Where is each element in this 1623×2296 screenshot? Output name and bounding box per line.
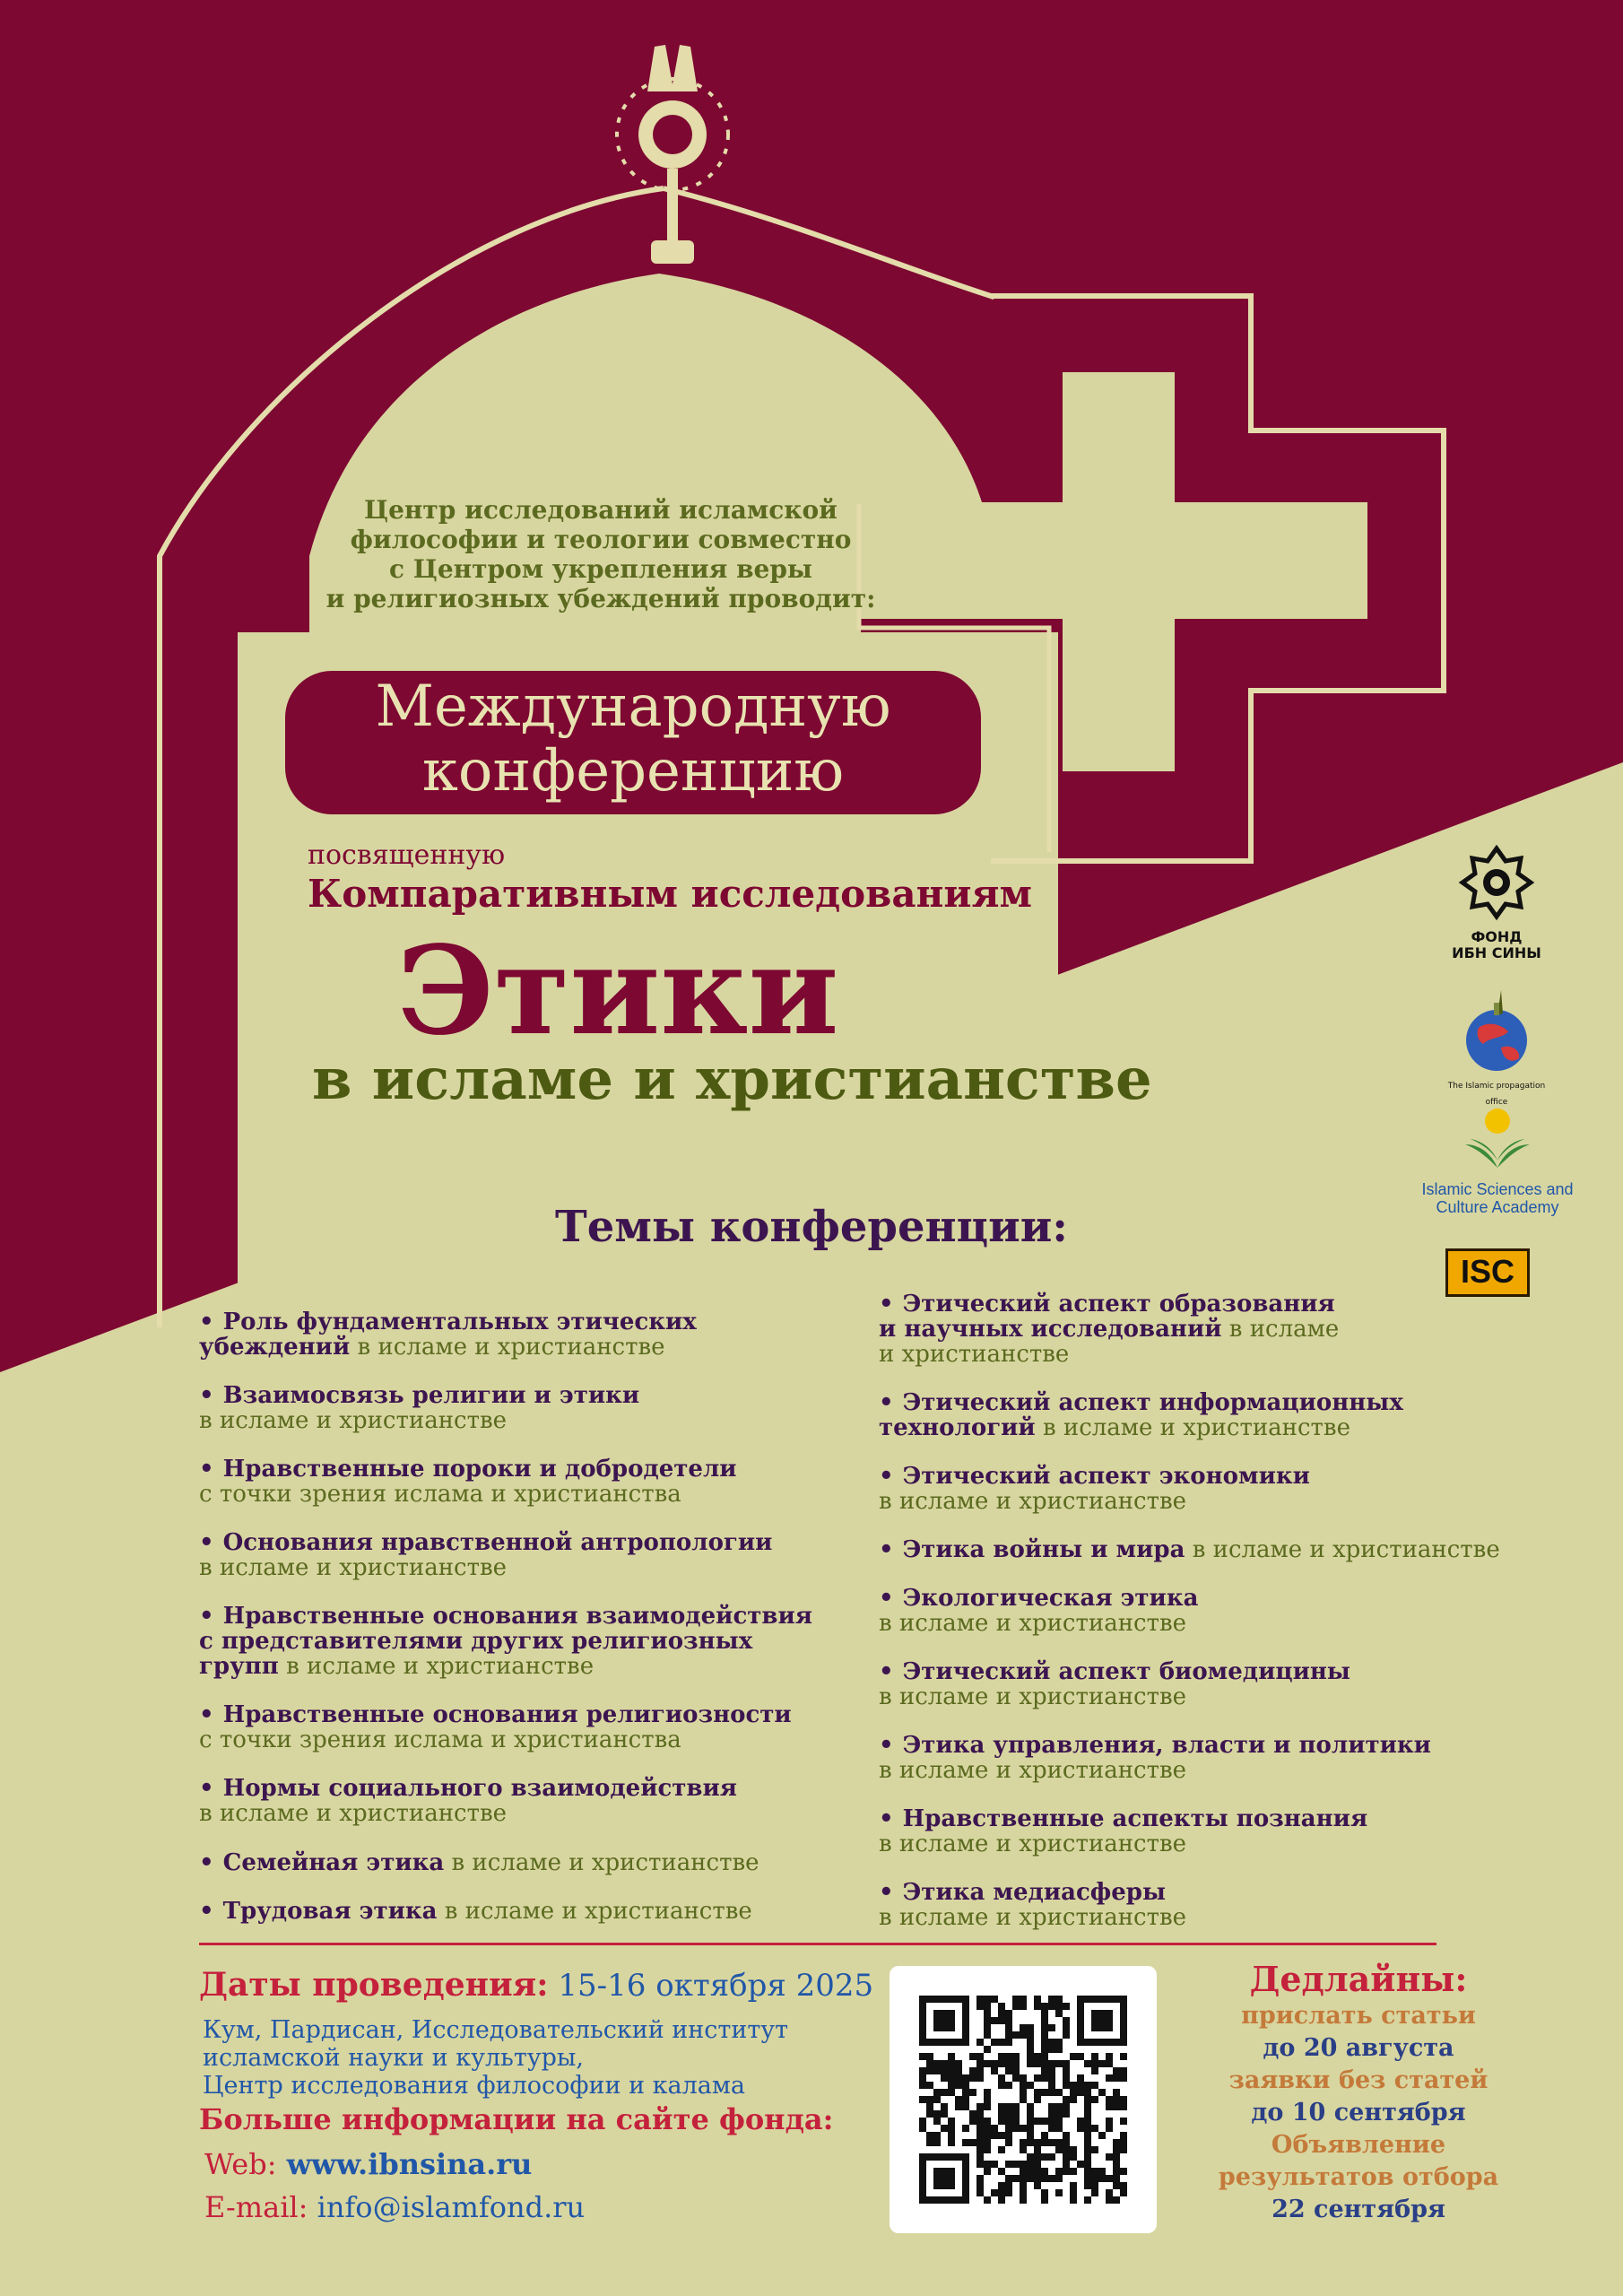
partner-label-line: ФОНД [1471, 928, 1523, 945]
topic-title: групп [199, 1653, 279, 1680]
topic-title: Этический аспект информационных [902, 1389, 1403, 1416]
topic-context: в исламе и христианстве [879, 1610, 1186, 1637]
partner-propagation-label: The Islamic propagation office [1447, 1082, 1546, 1107]
intro-line: философии и теологии совместно [350, 525, 852, 554]
topic-context: с точки зрения ислама и христианства [199, 1481, 681, 1508]
topic-item: • Нравственные основания религиозности с точки зрения ислама и христианства [199, 1701, 792, 1753]
topic-context: в исламе [1221, 1316, 1340, 1343]
partner-ibnsina [1438, 845, 1555, 961]
dates-value: 15-16 октября 2025 [548, 1968, 874, 2004]
topic-item: • Роль фундаментальных этических убеждений в исламе и христианстве [199, 1309, 697, 1361]
topic-title: Роль фундаментальных этических [222, 1309, 697, 1335]
deadline-row: Объявление [1271, 2131, 1446, 2159]
topic-context: в исламе и христианстве [879, 1488, 1186, 1515]
topic-item: • Основания нравственной антропологии в исламе и христианстве [199, 1529, 773, 1581]
event-venue [203, 2016, 788, 2100]
topic-title: Этический аспект экономики [902, 1463, 1310, 1490]
deadline-row: 22 сентября [1271, 2196, 1445, 2223]
topic-item: • Нравственные основания взаимодействия с представителями других религиозных групп в исламе и христианстве [199, 1603, 812, 1680]
dates-label: Даты проведения: [199, 1966, 549, 2004]
comparative-studies-title: Компаративным исследованиям [308, 872, 1032, 916]
topic-title: Этика медиасферы [902, 1879, 1167, 1906]
deadline-row: до 20 августа [1263, 2034, 1454, 2062]
topic-context: в исламе и христианстве [350, 1334, 665, 1361]
email-contact [204, 2190, 585, 2224]
topic-title: Нравственные основания взаимодействия [222, 1603, 812, 1630]
globe-logo-icon [1438, 985, 1555, 1074]
intro-line: и религиозных убеждений проводит: [325, 584, 876, 613]
topic-title: Этический аспект биомедицины [902, 1658, 1350, 1685]
topic-item: • Этический аспект образования и научных исследований в исламе и христианстве [879, 1291, 1340, 1368]
topic-context: в исламе и христианстве [1035, 1414, 1350, 1441]
topic-item: • Взаимосвязь религии и этики в исламе и христианстве [199, 1382, 640, 1434]
qr-code-box [890, 1966, 1157, 2233]
conference-title-line: Международную [375, 674, 891, 740]
topic-context: в исламе и христианстве [1185, 1536, 1500, 1563]
topic-item: • Этический аспект биомедицины в исламе и христианстве [879, 1658, 1350, 1710]
event-dates [199, 1966, 873, 2004]
topic-context: в исламе и христианстве [278, 1653, 595, 1680]
deadline-row: до 10 сентября [1251, 2099, 1466, 2126]
partner-isc [1445, 1248, 1530, 1297]
topic-title: технологий [879, 1414, 1036, 1441]
star-logo-icon [1438, 845, 1555, 926]
topic-item: • Трудовая этика в исламе и христианстве [199, 1898, 752, 1925]
book-logo-icon [1408, 1105, 1587, 1177]
partner-label-line: ИБН СИНЫ [1452, 944, 1541, 961]
topic-context: в исламе и христианстве [199, 1407, 507, 1434]
email-link[interactable]: info@islamfond.ru [308, 2190, 586, 2224]
topic-title: Нравственные основания религиозности [222, 1701, 792, 1728]
dedicated-label: посвященную [308, 839, 506, 871]
topic-context: и христианстве [879, 1341, 1070, 1368]
topic-context: в исламе и христианстве [199, 1800, 507, 1827]
topic-context: в исламе и христианстве [879, 1831, 1186, 1857]
deadlines-heading: Дедлайны: [1249, 1959, 1468, 1999]
topic-title: убеждений [199, 1334, 351, 1361]
deadline-row: заявки без статей [1228, 2066, 1488, 2094]
topic-item: • Этика войны и мира в исламе и христианстве [879, 1536, 1500, 1563]
ethics-title: Этики [397, 919, 839, 1063]
topic-item: • Этика управления, власти и политики в исламе и христианстве [879, 1732, 1431, 1784]
topic-item: • Нормы социального взаимодействия в исламе и христианстве [199, 1775, 737, 1827]
email-label: E-mail: [204, 2190, 308, 2224]
web-link[interactable]: www.ibnsina.ru [276, 2147, 533, 2181]
topic-item: • Этика медиасферы в исламе и христианстве [879, 1879, 1186, 1931]
topic-title: Основания нравственной антропологии [222, 1529, 773, 1556]
conference-title-line: конференцию [421, 738, 845, 804]
footer-divider [199, 1943, 1436, 1945]
conference-subtitle: в исламе и христианстве [312, 1046, 1152, 1113]
isca-label-line: Culture Academy [1436, 1198, 1559, 1216]
conference-title [285, 674, 981, 804]
topic-context: в исламе и христианстве [879, 1757, 1186, 1784]
venue-line: исламской науки и культуры, [203, 2044, 584, 2072]
intro-line: с Центром укрепления веры [388, 554, 813, 584]
partner-isca [1408, 1105, 1587, 1216]
topic-context: в исламе и христианстве [437, 1898, 752, 1925]
topic-context: в исламе и христианстве [879, 1683, 1186, 1710]
venue-line: Кум, Пардисан, Исследовательский институт [203, 2016, 789, 2044]
isc-logo-icon: ISC [1460, 1253, 1515, 1290]
topic-title: Нравственные аспекты познания [902, 1805, 1368, 1832]
topic-title: Семейная этика [222, 1849, 445, 1876]
topic-title: Нравственные пороки и добродетели [222, 1456, 737, 1483]
topic-title: Экологическая этика [902, 1585, 1199, 1612]
topic-context: в исламе и христианстве [444, 1849, 759, 1876]
topic-title: Трудовая этика [222, 1898, 438, 1925]
topic-title: Этика управления, власти и политики [902, 1732, 1431, 1759]
partner-propagation-office [1438, 985, 1555, 1110]
topic-item: • Экологическая этика в исламе и христианстве [879, 1585, 1199, 1637]
topic-item: • Нравственные аспекты познания в исламе и христианстве [879, 1805, 1368, 1857]
web-label: Web: [204, 2147, 277, 2181]
topic-title: с представителями других религиозных [199, 1628, 753, 1655]
topic-context: в исламе и христианстве [879, 1904, 1186, 1931]
topic-item: • Этический аспект информационных технологий в исламе и христианстве [879, 1389, 1403, 1441]
deadline-row: прислать статьи [1241, 2002, 1476, 2030]
topic-title: Этический аспект образования [902, 1291, 1335, 1318]
topic-item: • Семейная этика в исламе и христианстве [199, 1849, 759, 1876]
topic-title: Этика войны и мира [902, 1536, 1185, 1563]
topic-context: с точки зрения ислама и христианства [199, 1726, 681, 1753]
web-contact [204, 2147, 532, 2181]
topic-title: Взаимосвязь религии и этики [222, 1382, 640, 1409]
more-info-label: Больше информации на сайте фонда: [199, 2102, 834, 2136]
isca-label-line: Islamic Sciences and [1421, 1180, 1574, 1198]
topics-heading: Темы конференции: [554, 1202, 1069, 1252]
venue-line: Центр исследования философии и калама [203, 2072, 745, 2100]
deadlines-block [1166, 1959, 1551, 2226]
intro-line: Центр исследований исламской [364, 495, 838, 525]
topic-item: • Этический аспект экономики в исламе и христианстве [879, 1463, 1310, 1515]
topic-title: и научных исследований [879, 1316, 1222, 1343]
topic-title: Нормы социального взаимодействия [222, 1775, 737, 1802]
deadline-row: результатов отбора [1218, 2163, 1499, 2191]
qr-code-icon[interactable] [890, 1966, 1157, 2233]
topic-context: в исламе и христианстве [199, 1554, 507, 1581]
topic-item: • Нравственные пороки и добродетели с точки зрения ислама и христианства [199, 1456, 737, 1508]
organizers-intro [305, 495, 897, 613]
